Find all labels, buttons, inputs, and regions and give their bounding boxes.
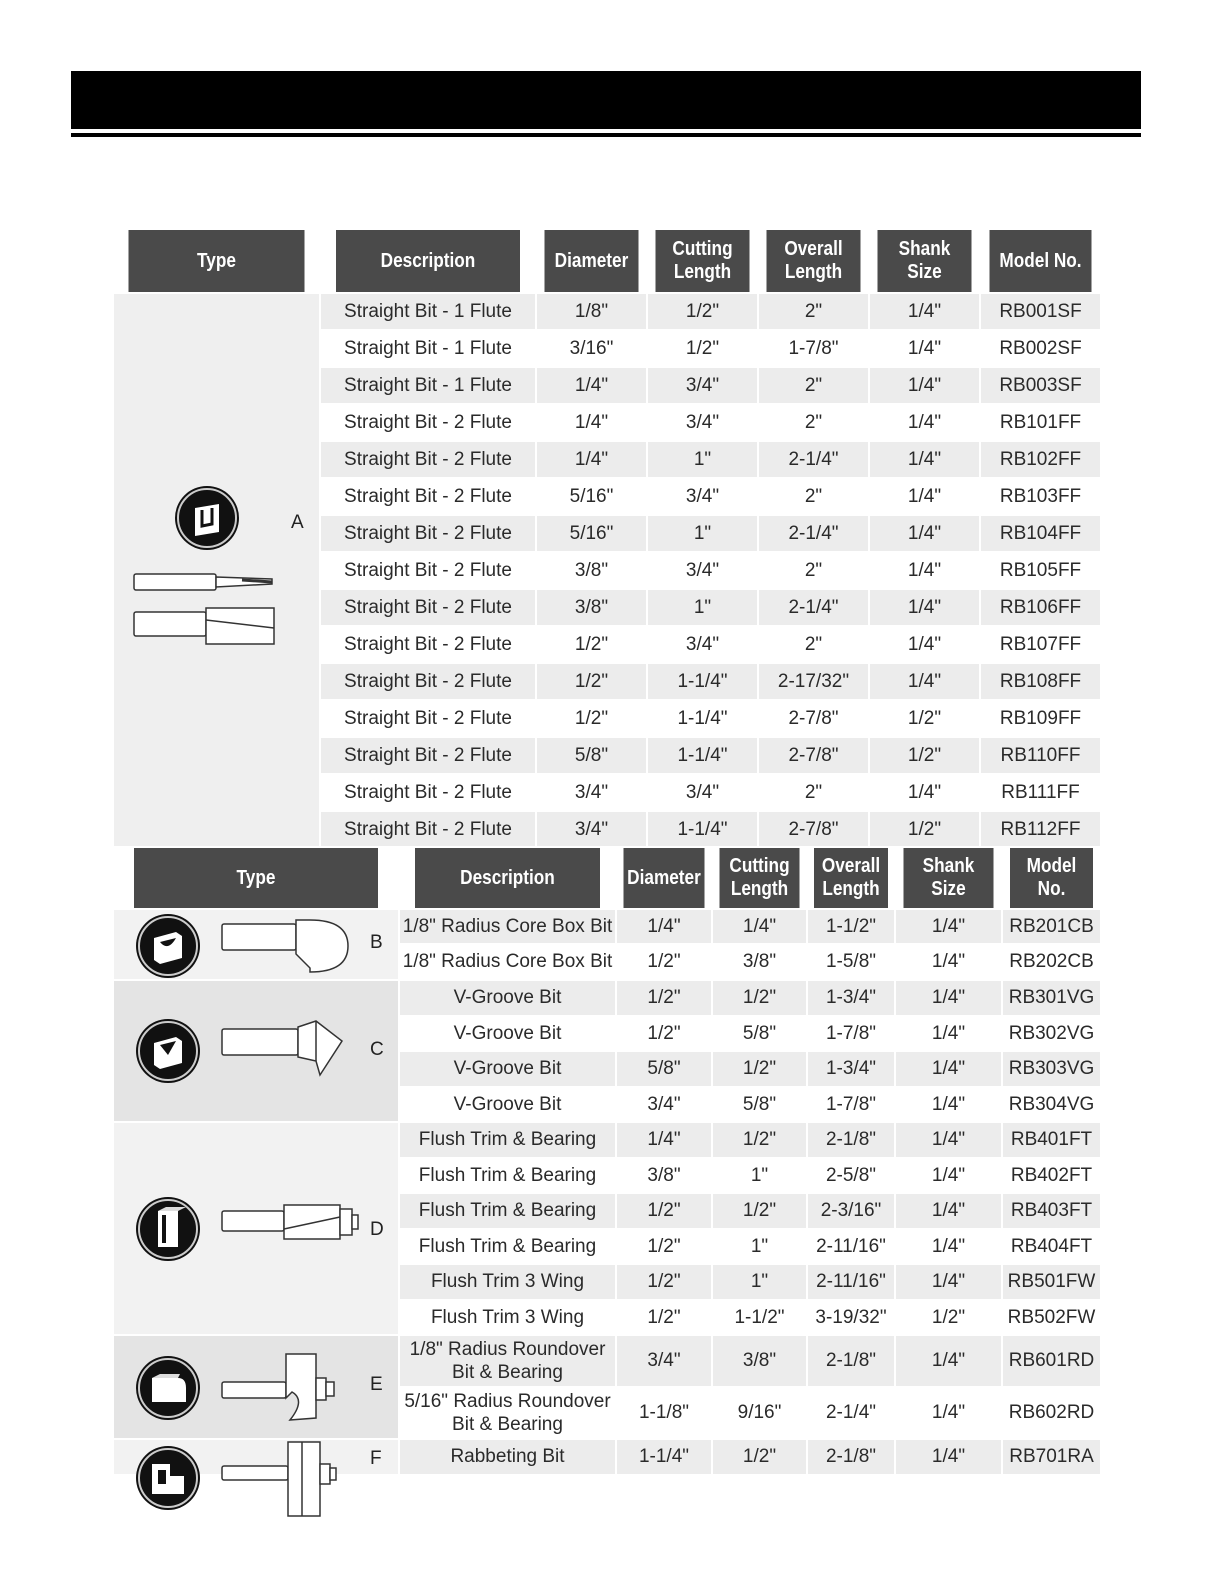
cell-overall-length: 2-7/8" (758, 811, 869, 848)
cell-diameter: 1/2" (616, 1016, 712, 1051)
type-group-c (113, 980, 399, 1122)
cell-overall-length: 2-11/16" (807, 1229, 895, 1264)
cell-description: 1/8" Radius Roundover Bit & Bearing (399, 1335, 616, 1387)
cell-cutting-length: 1/2" (647, 293, 758, 330)
cell-overall-length: 3-19/32" (807, 1300, 895, 1335)
cell-shank-size: 1/4" (895, 1087, 1002, 1122)
header-cutting-length: Cutting Length (719, 847, 801, 909)
cell-overall-length: 2-1/8" (807, 1439, 895, 1475)
cell-description: Straight Bit - 2 Flute (320, 663, 536, 700)
cell-description: 1/8" Radius Core Box Bit (399, 909, 616, 944)
header-type: Type (127, 229, 305, 293)
cell-model-no: RB301VG (1002, 980, 1101, 1016)
cell-model-no: RB303VG (1002, 1051, 1101, 1087)
cell-cutting-length: 1" (647, 589, 758, 626)
flush-trim-bit-icon (136, 1197, 200, 1261)
cell-diameter: 5/8" (616, 1051, 712, 1087)
cell-description: Straight Bit - 2 Flute (320, 478, 536, 515)
cell-shank-size: 1/4" (895, 1387, 1002, 1439)
profile-bits-table (112, 846, 1102, 1476)
cell-overall-length: 2-1/4" (807, 1387, 895, 1439)
cell-diameter: 1/2" (616, 944, 712, 980)
table-header-row (113, 847, 1101, 909)
cell-description: Flush Trim & Bearing (399, 1193, 616, 1229)
cell-model-no: RB106FF (980, 589, 1101, 626)
cell-model-no: RB501FW (1002, 1264, 1101, 1300)
cell-shank-size: 1/4" (869, 552, 980, 589)
cell-cutting-length: 1/2" (712, 1193, 807, 1229)
bit-drawing-e (220, 1348, 360, 1428)
cell-cutting-length: 9/16" (712, 1387, 807, 1439)
type-letter-d: D (370, 1219, 384, 1240)
cell-diameter: 3/16" (536, 330, 647, 367)
cell-overall-length: 2" (758, 367, 869, 404)
table-row (113, 980, 1101, 1016)
cell-model-no: RB602RD (1002, 1387, 1101, 1439)
cell-cutting-length: 1/2" (712, 1439, 807, 1475)
cell-model-no: RB111FF (980, 774, 1101, 811)
cell-model-no: RB601RD (1002, 1335, 1101, 1387)
cell-model-no: RB401FT (1002, 1122, 1101, 1158)
cell-overall-length: 1-7/8" (807, 1087, 895, 1122)
cell-cutting-length: 1/2" (712, 1051, 807, 1087)
cell-model-no: RB304VG (1002, 1087, 1101, 1122)
cell-shank-size: 1/4" (895, 1335, 1002, 1387)
cell-cutting-length: 1" (647, 515, 758, 552)
cell-description: Flush Trim 3 Wing (399, 1300, 616, 1335)
header-cutting-length: Cutting Length (655, 229, 750, 293)
cell-model-no: RB003SF (980, 367, 1101, 404)
cell-description: Straight Bit - 1 Flute (320, 367, 536, 404)
type-letter-a: A (291, 512, 304, 533)
cell-overall-length: 2" (758, 478, 869, 515)
bit-drawing-c (220, 1011, 360, 1091)
cell-overall-length: 2" (758, 626, 869, 663)
straight-bits-table (112, 228, 1102, 849)
cell-overall-length: 2" (758, 552, 869, 589)
cell-shank-size: 1/4" (895, 1439, 1002, 1475)
core-box-bit-icon (136, 914, 200, 978)
cell-cutting-length: 1/4" (712, 909, 807, 944)
cell-diameter: 1/4" (616, 909, 712, 944)
cell-cutting-length: 1-1/4" (647, 663, 758, 700)
cell-cutting-length: 1" (712, 1158, 807, 1193)
cell-overall-length: 2-1/8" (807, 1122, 895, 1158)
cell-shank-size: 1/4" (869, 404, 980, 441)
cell-model-no: RB701RA (1002, 1439, 1101, 1475)
header-model-no: Model No. (1009, 847, 1094, 909)
bit-drawing-b (220, 906, 360, 986)
type-group-e (113, 1335, 399, 1439)
type-letter-e: E (370, 1374, 383, 1395)
cell-overall-length: 2-3/16" (807, 1193, 895, 1229)
cell-model-no: RB112FF (980, 811, 1101, 848)
cell-diameter: 5/16" (536, 478, 647, 515)
cell-overall-length: 2-7/8" (758, 700, 869, 737)
cell-diameter: 1/2" (536, 626, 647, 663)
cell-shank-size: 1/4" (895, 1122, 1002, 1158)
cell-diameter: 1/2" (616, 1300, 712, 1335)
cell-shank-size: 1/4" (895, 1229, 1002, 1264)
cell-overall-length: 2-1/4" (758, 515, 869, 552)
straight-bit-drawing (132, 570, 278, 650)
cell-model-no: RB101FF (980, 404, 1101, 441)
cell-model-no: RB110FF (980, 737, 1101, 774)
cell-shank-size: 1/4" (895, 1193, 1002, 1229)
cell-cutting-length: 3/8" (712, 1335, 807, 1387)
v-groove-bit-icon (136, 1019, 200, 1083)
cell-shank-size: 1/4" (869, 367, 980, 404)
cell-cutting-length: 3/4" (647, 774, 758, 811)
cell-overall-length: 2" (758, 774, 869, 811)
cell-cutting-length: 1-1/2" (712, 1300, 807, 1335)
header-description: Description (335, 229, 521, 293)
cell-cutting-length: 1-1/4" (647, 700, 758, 737)
cell-overall-length: 2-17/32" (758, 663, 869, 700)
cell-shank-size: 1/4" (895, 1016, 1002, 1051)
cell-model-no: RB403FT (1002, 1193, 1101, 1229)
cell-overall-length: 2-7/8" (758, 737, 869, 774)
cell-description: Straight Bit - 2 Flute (320, 774, 536, 811)
cell-shank-size: 1/2" (869, 700, 980, 737)
cell-model-no: RB104FF (980, 515, 1101, 552)
cell-diameter: 1/4" (536, 441, 647, 478)
cell-description: Straight Bit - 2 Flute (320, 515, 536, 552)
cell-cutting-length: 1/2" (647, 330, 758, 367)
cell-model-no: RB109FF (980, 700, 1101, 737)
cell-overall-length: 2-1/4" (758, 441, 869, 478)
type-group-f (113, 1439, 399, 1475)
cell-diameter: 1/2" (536, 663, 647, 700)
cell-overall-length: 2-11/16" (807, 1264, 895, 1300)
cell-overall-length: 1-7/8" (807, 1016, 895, 1051)
cell-description: Flush Trim & Bearing (399, 1229, 616, 1264)
header-description: Description (414, 847, 601, 909)
cell-diameter: 3/8" (536, 552, 647, 589)
cell-shank-size: 1/4" (895, 1158, 1002, 1193)
header-shank-size: Shank Size (902, 847, 994, 909)
cell-overall-length: 2-1/4" (758, 589, 869, 626)
cell-diameter: 1-1/8" (616, 1387, 712, 1439)
cell-description: V-Groove Bit (399, 980, 616, 1016)
cell-diameter: 1/2" (536, 700, 647, 737)
table-row (113, 1335, 1101, 1387)
cell-shank-size: 1/4" (895, 1264, 1002, 1300)
header-type: Type (133, 847, 379, 909)
cell-overall-length: 2-1/8" (807, 1335, 895, 1387)
cell-cutting-length: 1-1/4" (647, 811, 758, 848)
cell-shank-size: 1/4" (869, 478, 980, 515)
cell-cutting-length: 1" (712, 1229, 807, 1264)
cell-description: Straight Bit - 2 Flute (320, 589, 536, 626)
header-banner (71, 71, 1141, 129)
cell-description: Straight Bit - 2 Flute (320, 811, 536, 848)
cell-description: 5/16" Radius Roundover Bit & Bearing (399, 1387, 616, 1439)
cell-shank-size: 1/2" (869, 811, 980, 848)
cell-shank-size: 1/2" (895, 1300, 1002, 1335)
cell-description: Straight Bit - 2 Flute (320, 700, 536, 737)
cell-cutting-length: 1/2" (712, 1122, 807, 1158)
cell-model-no: RB103FF (980, 478, 1101, 515)
cell-description: Straight Bit - 2 Flute (320, 404, 536, 441)
cell-diameter: 1/8" (536, 293, 647, 330)
cell-diameter: 3/8" (536, 589, 647, 626)
cell-shank-size: 1/4" (869, 515, 980, 552)
table-row (113, 1439, 1101, 1475)
cell-diameter: 1-1/4" (616, 1439, 712, 1475)
cell-diameter: 1/4" (536, 367, 647, 404)
cell-diameter: 1/2" (616, 980, 712, 1016)
type-group-b (113, 909, 399, 980)
cell-description: Rabbeting Bit (399, 1439, 616, 1475)
type-letter-f: F (370, 1448, 382, 1469)
cell-model-no: RB302VG (1002, 1016, 1101, 1051)
cell-cutting-length: 3/4" (647, 626, 758, 663)
cell-cutting-length: 3/4" (647, 367, 758, 404)
cell-diameter: 1/4" (616, 1122, 712, 1158)
table-row (113, 1122, 1101, 1158)
cell-diameter: 1/2" (616, 1264, 712, 1300)
cell-shank-size: 1/4" (869, 589, 980, 626)
table-header-row (113, 229, 1101, 293)
cell-shank-size: 1/4" (869, 441, 980, 478)
bit-drawing-f (220, 1438, 360, 1518)
cell-model-no: RB102FF (980, 441, 1101, 478)
cell-shank-size: 1/4" (895, 909, 1002, 944)
table-row (113, 909, 1101, 944)
roundover-bit-icon (136, 1356, 200, 1420)
type-group-d (113, 1122, 399, 1335)
cell-shank-size: 1/4" (869, 663, 980, 700)
cell-overall-length: 2" (758, 404, 869, 441)
header-diameter: Diameter (544, 229, 639, 293)
cell-shank-size: 1/2" (869, 737, 980, 774)
cell-description: Straight Bit - 2 Flute (320, 626, 536, 663)
cell-description: Straight Bit - 2 Flute (320, 441, 536, 478)
cell-overall-length: 1-5/8" (807, 944, 895, 980)
cell-cutting-length: 1" (647, 441, 758, 478)
cell-model-no: RB108FF (980, 663, 1101, 700)
cell-cutting-length: 1/2" (712, 980, 807, 1016)
cell-model-no: RB201CB (1002, 909, 1101, 944)
type-letter-b: B (370, 932, 383, 953)
cell-description: 1/8" Radius Core Box Bit (399, 944, 616, 980)
cell-cutting-length: 1-1/4" (647, 737, 758, 774)
bit-drawing-d (220, 1189, 360, 1269)
cell-diameter: 3/8" (616, 1158, 712, 1193)
cell-model-no: RB105FF (980, 552, 1101, 589)
cell-cutting-length: 3/8" (712, 944, 807, 980)
cell-cutting-length: 1" (712, 1264, 807, 1300)
cell-description: Straight Bit - 2 Flute (320, 552, 536, 589)
cell-overall-length: 2" (758, 293, 869, 330)
cell-model-no: RB001SF (980, 293, 1101, 330)
straight-bit-icon (175, 486, 239, 550)
rabbeting-bit-icon (136, 1446, 200, 1510)
cell-description: Straight Bit - 1 Flute (320, 330, 536, 367)
cell-overall-length: 1-3/4" (807, 980, 895, 1016)
cell-model-no: RB107FF (980, 626, 1101, 663)
cell-model-no: RB002SF (980, 330, 1101, 367)
cell-shank-size: 1/4" (869, 330, 980, 367)
cell-diameter: 3/4" (536, 774, 647, 811)
cell-diameter: 1/4" (536, 404, 647, 441)
cell-model-no: RB202CB (1002, 944, 1101, 980)
type-group-a (113, 293, 320, 848)
cell-diameter: 1/2" (616, 1193, 712, 1229)
cell-model-no: RB402FT (1002, 1158, 1101, 1193)
cell-description: Straight Bit - 1 Flute (320, 293, 536, 330)
cell-description: Flush Trim 3 Wing (399, 1264, 616, 1300)
cell-diameter: 5/16" (536, 515, 647, 552)
header-overall-length: Overall Length (766, 229, 861, 293)
cell-diameter: 3/4" (616, 1087, 712, 1122)
cell-description: Flush Trim & Bearing (399, 1158, 616, 1193)
table-row (113, 293, 1101, 330)
cell-description: Straight Bit - 2 Flute (320, 737, 536, 774)
header-shank-size: Shank Size (877, 229, 972, 293)
cell-description: V-Groove Bit (399, 1087, 616, 1122)
cell-shank-size: 1/4" (869, 293, 980, 330)
cell-cutting-length: 3/4" (647, 478, 758, 515)
cell-shank-size: 1/4" (869, 626, 980, 663)
cell-diameter: 3/4" (536, 811, 647, 848)
cell-shank-size: 1/4" (895, 1051, 1002, 1087)
cell-overall-length: 2-5/8" (807, 1158, 895, 1193)
cell-overall-length: 1-1/2" (807, 909, 895, 944)
cell-diameter: 1/2" (616, 1229, 712, 1264)
cell-diameter: 3/4" (616, 1335, 712, 1387)
cell-cutting-length: 3/4" (647, 404, 758, 441)
cell-shank-size: 1/4" (895, 944, 1002, 980)
cell-diameter: 5/8" (536, 737, 647, 774)
header-diameter: Diameter (623, 847, 706, 909)
cell-cutting-length: 5/8" (712, 1087, 807, 1122)
cell-model-no: RB404FT (1002, 1229, 1101, 1264)
cell-overall-length: 1-7/8" (758, 330, 869, 367)
header-overall-length: Overall Length (813, 847, 889, 909)
cell-overall-length: 1-3/4" (807, 1051, 895, 1087)
cell-model-no: RB502FW (1002, 1300, 1101, 1335)
header-rule (71, 133, 1141, 137)
cell-shank-size: 1/4" (895, 980, 1002, 1016)
type-letter-c: C (370, 1039, 384, 1060)
cell-description: Flush Trim & Bearing (399, 1122, 616, 1158)
cell-shank-size: 1/4" (869, 774, 980, 811)
header-model-no: Model No. (988, 229, 1092, 293)
cell-description: V-Groove Bit (399, 1016, 616, 1051)
cell-description: V-Groove Bit (399, 1051, 616, 1087)
cell-cutting-length: 5/8" (712, 1016, 807, 1051)
cell-cutting-length: 3/4" (647, 552, 758, 589)
